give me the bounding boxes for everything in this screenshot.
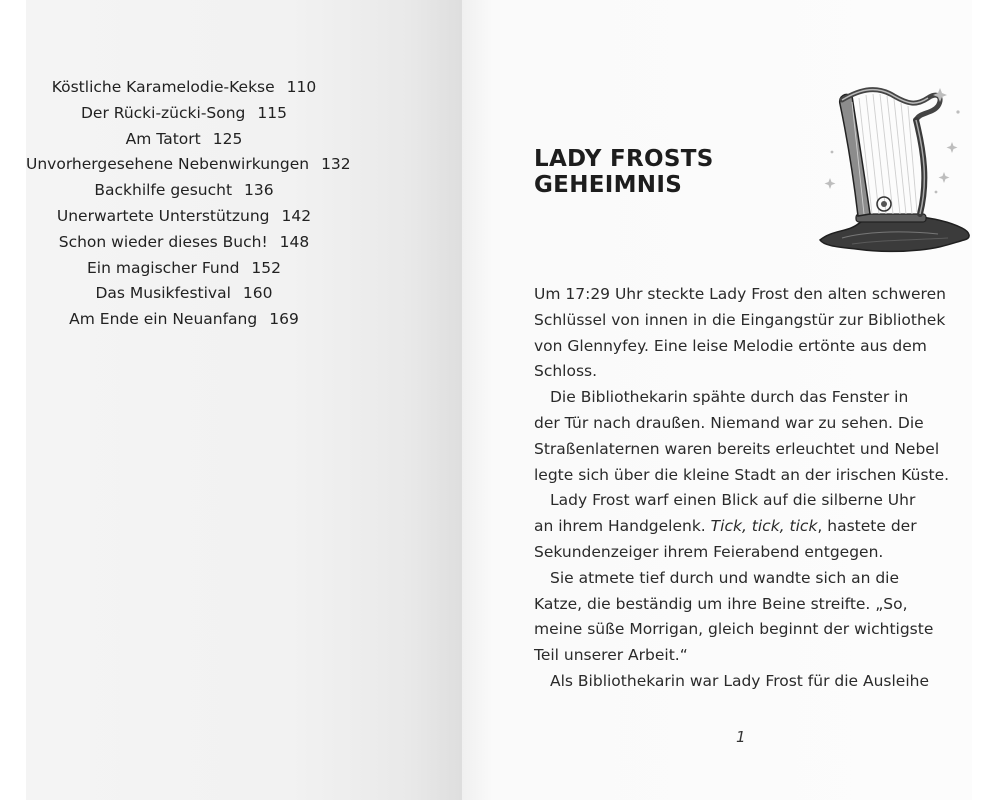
toc-entry-title: Unvorhergesehene Nebenwirkungen — [26, 155, 310, 174]
body-text-run: an ihrem Handgelenk. — [534, 517, 711, 536]
body-text-run: , hastete der — [817, 517, 917, 536]
toc-entry-page: 148 — [279, 232, 310, 251]
toc-entry-page: 142 — [281, 206, 312, 225]
body-line: Die Bibliothekarin spähte durch das Fenster in — [550, 388, 909, 407]
body-line: meine süße Morrigan, gleich beginnt der wichtigste — [534, 620, 934, 639]
toc-entry — [26, 307, 342, 333]
toc-entry-page: 152 — [251, 258, 281, 277]
body-line: Schloss. — [534, 362, 598, 381]
toc-entry-page: 169 — [269, 310, 299, 329]
toc-entry — [26, 178, 342, 204]
toc-entry-title: Ein magischer Fund — [87, 258, 240, 277]
italic-text: Tick, tick, tick — [710, 517, 818, 536]
body-line: Straßenlaternen waren bereits erleuchtet und Nebel — [534, 439, 940, 458]
body-line: legte sich über die kleine Stadt an der irischen Küste. — [534, 465, 950, 484]
toc-entry-title: Das Musikfestival — [95, 284, 231, 303]
toc-entry — [26, 127, 342, 153]
toc-entry-page: 110 — [286, 78, 317, 96]
body-line: Schlüssel von innen in die Eingangstür zur Bibliothek — [534, 310, 946, 329]
toc-entry — [26, 152, 351, 178]
body-line: von Glennyfey. Eine leise Melodie ertönte aus dem — [534, 336, 927, 355]
toc-entry — [26, 75, 342, 101]
body-line: Sekundenzeiger ihrem Feierabend entgegen. — [534, 542, 884, 561]
toc-entry — [26, 256, 342, 282]
toc-entry-title: Köstliche Karamelodie-Kekse — [51, 78, 275, 96]
toc-entry-page: 136 — [244, 181, 274, 200]
toc-entry-title: Schon wieder dieses Buch! — [58, 232, 268, 251]
body-line: Als Bibliothekarin war Lady Frost für die Ausleihe — [550, 671, 929, 690]
toc-entry — [26, 101, 342, 127]
toc-entry-title: Am Ende ein Neuanfang — [69, 310, 258, 329]
body-line: Um 17:29 Uhr steckte Lady Frost den alten schweren — [534, 285, 946, 303]
chapter-title: LADY FROSTS GEHEIMNIS — [534, 146, 714, 198]
toc-entry — [26, 204, 342, 230]
toc-entry-title: Der Rücki-zücki-Song — [80, 103, 246, 122]
body-line: Katze, die beständig um ihre Beine streifte. „So, — [534, 594, 908, 613]
toc-entry — [26, 230, 342, 256]
harp-icon — [812, 82, 972, 262]
toc-entry-page: 125 — [212, 129, 243, 148]
toc-entry — [26, 281, 342, 307]
right-page — [462, 0, 972, 800]
body-line — [534, 514, 954, 540]
toc-entry-page: 132 — [321, 155, 351, 174]
body-line: Lady Frost warf einen Blick auf die silberne Uhr — [550, 491, 916, 510]
left-page — [26, 0, 462, 800]
body-line: der Tür nach draußen. Niemand war zu sehen. Die — [534, 413, 924, 432]
body-line: Sie atmete tief durch und wandte sich an die — [550, 568, 900, 587]
toc-entry-page: 115 — [257, 103, 287, 122]
chapter-body — [534, 282, 954, 695]
toc-entry-title: Backhilfe gesucht — [94, 181, 233, 200]
toc-entry-page: 160 — [242, 284, 273, 303]
page-number: 1 — [736, 728, 746, 746]
toc-entry-title: Unerwartete Unterstützung — [56, 206, 270, 225]
toc-entry-title: Am Tatort — [125, 129, 201, 148]
table-of-contents — [26, 75, 351, 333]
body-line: Teil unserer Arbeit.“ — [534, 646, 688, 665]
